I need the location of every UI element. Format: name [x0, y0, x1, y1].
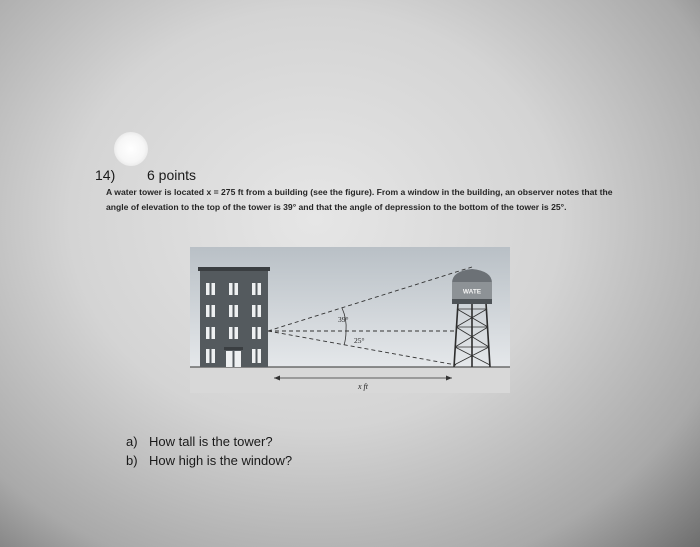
building — [198, 267, 270, 367]
question-list — [126, 432, 292, 470]
question-prompt: A water tower is located x = 275 ft from a building (see the figure). From a window in the building, an observer notes that the angle of elevation to the top of the tower is 39° and that the angle of depression to the bottom of the tower is 25°. — [106, 187, 613, 212]
question-number: 14) — [95, 167, 116, 183]
question-letter: b) — [126, 453, 138, 468]
tank-label: WATE — [462, 288, 482, 296]
question-text: How tall is the tower? — [149, 434, 273, 449]
water-tower-figure — [190, 247, 510, 393]
question-letter: a) — [126, 434, 138, 449]
question-item — [126, 432, 292, 451]
question-points: 6 points — [147, 167, 197, 183]
distance-label: x ft — [358, 382, 368, 391]
elevation-angle-label: 39° — [338, 315, 349, 324]
ground — [190, 367, 510, 393]
question-text: How high is the window? — [149, 453, 293, 468]
depression-angle-label: 25° — [354, 336, 365, 345]
light-glare — [114, 132, 148, 166]
question-item — [126, 451, 292, 470]
